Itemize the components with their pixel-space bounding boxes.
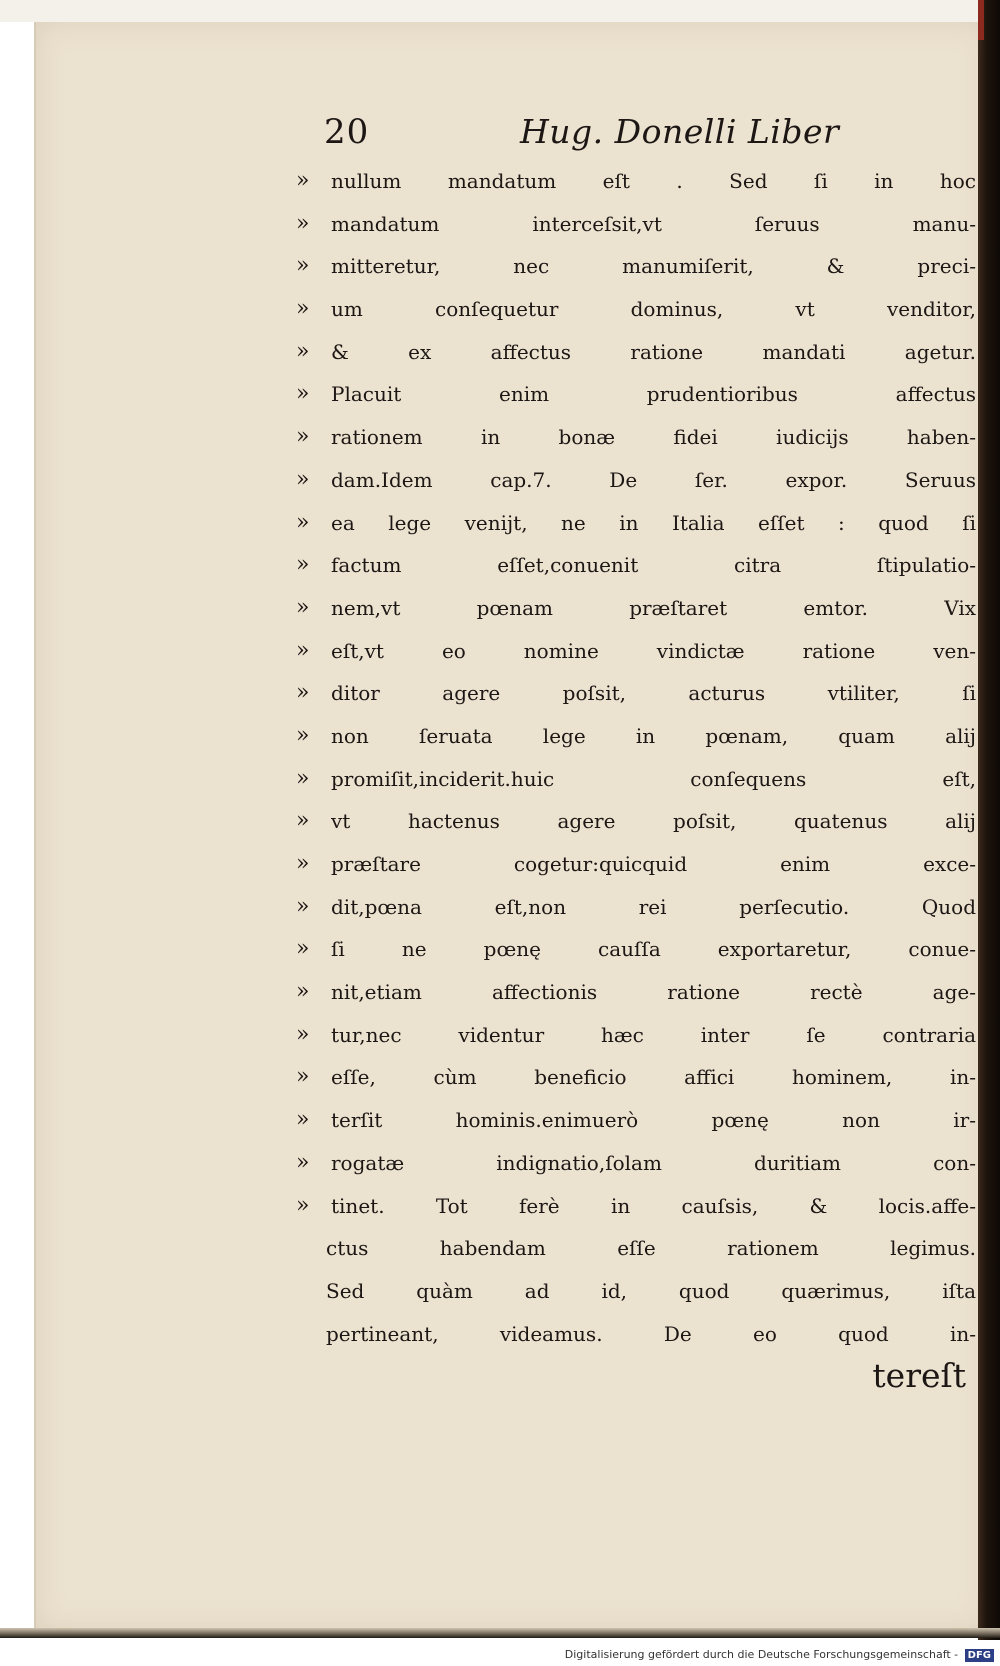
line-text: non ſeruata lege in pœnam, quam alij [331,723,976,748]
quotation-marker: » [296,381,310,407]
line-text: nullum mandatum eſt . Sed ſi in hoc [331,169,976,193]
text-line [296,886,976,929]
quotation-marker: » [296,765,310,791]
text-line [296,331,976,374]
body-text [296,160,976,1398]
line-text: eſſe, cùm beneficio affici hominem, in- [331,1065,976,1090]
quotation-marker: » [296,466,310,492]
quotation-marker: » [296,637,310,663]
quotation-marker: » [296,594,310,620]
line-text: tur,nec videntur hæc inter ſe contraria [331,1022,976,1047]
text-line [296,1056,976,1099]
quotation-marker: » [296,296,310,322]
line-text: & ex affectus ratione mandati agetur. [331,339,976,364]
line-text: vt hactenus agere poſsit, quatenus alij [331,809,976,834]
quotation-marker: » [296,1021,310,1047]
line-text: ctus habendam eſſe rationem legimus. [326,1236,976,1261]
line-text: nem,vt pœnam præſtaret emtor. Vix [331,595,976,620]
quotation-marker: » [296,168,310,193]
text-line [296,1313,976,1356]
text-line [296,715,976,758]
text-line [296,245,976,288]
line-text: dam.Idem cap.7. De ſer. expor. Seruus [331,467,976,492]
quotation-marker: » [296,210,310,236]
quotation-marker: » [296,253,310,279]
text-line [296,502,976,545]
footer-credit: Digitalisierung gefördert durch die Deutsche Forschungsgemeinschaft - [564,1648,959,1661]
line-text: nit,etiam affectionis ratione rectè age- [331,980,976,1005]
quotation-marker: » [296,851,310,876]
text-line [296,971,976,1014]
quotation-marker: » [296,1064,310,1090]
quotation-marker: » [296,722,310,748]
quotation-marker: » [296,893,310,919]
line-text: Sed quàm ad id, quod quærimus, iſta [326,1278,976,1303]
quotation-marker: » [296,979,310,1005]
line-text: promiſit,inciderit.huic conſequens eſt, [331,766,976,791]
line-text: mitteretur, nec manumiſerit, & preci- [331,254,976,279]
text-line [296,587,976,630]
text-line [296,800,976,843]
text-line [296,630,976,673]
text-line [296,928,976,971]
line-text: præſtare cogetur:quicquid enim exce- [331,852,976,876]
digitization-footer [0,1645,994,1665]
line-text: ditor agere poſsit, acturus vtiliter, ſi [331,681,976,706]
text-line [296,459,976,502]
line-text: eſt,vt eo nomine vindictæ ratione ven- [331,638,976,663]
line-text: pertineant, videamus. De eo quod in- [326,1321,976,1346]
line-text: rogatæ indignatio,ſolam duritiam con- [331,1150,976,1175]
text-line [296,203,976,246]
binding-red-mark [978,0,984,40]
line-text: ſi ne pœnę cauſſa exportaretur, conue- [331,937,976,962]
text-line [296,288,976,331]
text-line [296,843,976,886]
quotation-marker: » [296,936,310,962]
running-head: Hug. Donelli Liber [520,112,840,151]
text-line [296,1014,976,1057]
text-line [296,1099,976,1142]
quotation-marker: » [296,424,310,450]
dfg-logo-icon: DFG [965,1649,994,1662]
quotation-marker: » [296,808,310,834]
line-text: tereſt [872,1356,966,1396]
text-line [296,1185,976,1228]
book-binding-edge [978,0,1000,1640]
text-line [296,544,976,587]
top-margin-strip [0,0,1000,22]
text-line [296,1355,976,1398]
text-line [296,373,976,416]
page-number: 20 [324,112,370,152]
line-text: um conſequetur dominus, vt venditor, [331,297,976,322]
line-text: factum eſſet,conuenit citra ſtipulatio- [331,553,976,578]
text-line [296,1227,976,1270]
line-text: terſit hominis.enimuerò pœnę non ir- [331,1108,976,1133]
quotation-marker: » [296,1149,310,1175]
text-line [296,672,976,715]
quotation-marker: » [296,1192,310,1218]
quotation-marker: » [296,509,310,535]
quotation-marker: » [296,552,310,578]
line-text: ea lege venijt, ne in Italia eſſet : quod ſi [331,510,976,535]
text-line [296,160,976,203]
page-bottom-edge [0,1628,1000,1638]
text-line [296,758,976,801]
page-header [0,108,1000,158]
line-text: dit,pœna eſt,non rei perſecutio. Quod [331,894,976,919]
quotation-marker: » [296,680,310,706]
text-line [296,1142,976,1185]
line-text: Placuit enim prudentioribus affectus [331,382,976,407]
line-text: rationem in bonæ fidei iudicijs haben- [331,425,976,450]
text-line [296,1270,976,1313]
quotation-marker: » [296,338,310,364]
text-line [296,416,976,459]
line-text: mandatum interceſsit,vt ſeruus manu- [331,211,976,236]
line-text: tinet. Tot ferè in cauſsis, & locis.affe- [331,1193,976,1218]
quotation-marker: » [296,1107,310,1133]
